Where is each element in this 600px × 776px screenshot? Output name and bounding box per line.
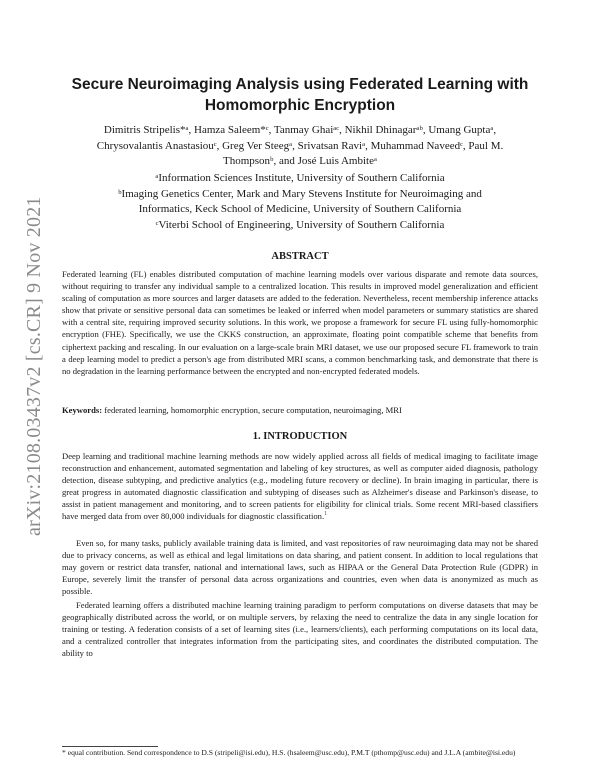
intro-paragraph-3: Federated learning offers a distributed machine learning training paradigm to perform computations on diverse datasets that may be geographically distributed across the world, or on multiple servers, by relaxing the need to centralize the data in any single location for training or testing. A federation consists of a set of learning sites (i.e., learners/clients), each performing computations on its local data, and a centralized controller that integrates information from the participating sites, and coordinates the distributed computation. The ability to — [62, 600, 538, 659]
citation-ref[interactable]: 1 — [324, 511, 328, 518]
affiliation-a: ᵃInformation Sciences Institute, University of Southern California — [155, 172, 445, 184]
keywords-text: federated learning, homomorphic encryption, secure computation, neuroimaging, MRI — [104, 405, 402, 415]
title-line-2: Homomorphic Encryption — [204, 97, 396, 114]
affiliation-b-line-2: Informatics, Keck School of Medicine, University of Southern California — [138, 203, 462, 215]
abstract-heading: ABSTRACT — [271, 251, 329, 262]
intro-paragraph-1 — [62, 450, 538, 523]
affiliation-b-line-1: ᵇImaging Genetics Center, Mark and Mary Stevens Institute for Neuroimaging and — [118, 187, 482, 200]
paper-title — [62, 74, 538, 116]
title-line-1: Secure Neuroimaging Analysis using Federated Learning with — [71, 76, 529, 93]
arxiv-sidebar-stamp: arXiv:2108.03437v2 [cs.CR] 9 Nov 2021 — [23, 196, 45, 536]
affiliation-c: ᶜViterbi School of Engineering, University of Southern California — [155, 218, 445, 231]
authors-line-3: Thompsonᵇ, and José Luis Ambiteᵃ — [223, 155, 377, 167]
intro-paragraph-2: Even so, for many tasks, publicly available training data is limited, and vast repositories of raw neuroimaging data may not be shared due to privacy concerns, as well as ethical and legal limitations on data sharing, and patient consent. In addition to local regulations that may govern or restrict data transfer, national and international laws, such as HIPAA or the General Data Protection Rule (GDPR) in Europe, severely limit the transfer of personal data across organizations and countries, even when data is anonymized as much as possible. — [62, 538, 538, 597]
abstract-body: Federated learning (FL) enables distributed computation of machine learning models over various disparate and remote data sources, without requiring to transfer any individual sample to a centralized location. This results in improved model generalization and efficient scaling of computation as more sources and larger datasets are added to the federation. Nevertheless, recent membership inference attacks show that private or sensitive personal data can sometimes be leaked or inferred when model parameters or summary statistics are shared with a central site, requiring improved security solutions. In this work, we propose a framework for secure FL using fully-homomorphic encryption (FHE). Specifically, we use the CKKS construction, an approximate, floating point compatible scheme that benefits from ciphertext packing and rescaling. In our evaluation on a large-scale brain MRI dataset, we use our proposed secure FL framework to train a deep learning model to predict a person's age from distributed MRI scans, a common benchmarking task, and demonstrate that there is no degradation in the learning performance between the encrypted and non-encrypted federated models. — [62, 269, 538, 376]
footnote: * equal contribution. Send correspondence to D.S (stripeli@isi.edu), H.S. (hsaleem@usc.edu), P.M.T (pthomp@usc.edu) and J.L.A (ambite@isi.edu) — [62, 748, 516, 757]
author-list — [62, 123, 538, 170]
affiliations — [62, 171, 538, 233]
keywords-label: Keywords: — [62, 405, 103, 415]
intro-paragraph-1-text: Deep learning and traditional machine learning methods are now widely applied across all fields of medical imaging to facilitate image reconstruction and enhancement, automated segmentation and labeling of key structures, as well as computer aided diagnosis, pathology detection, disease subtyping, and predictive analytics (e.g., modeling future recovery or decline). In brain imaging in particular, there is great progress in automated diagnostic classification and subtyping of diseases such as Alzheimer's disease and Parkinson's disease, to assist in patient management and monitoring, and to screen patients for eligibility for clinical trials. Some recent MRI-based classifiers have merged data from over 80,000 individuals for diagnostic classification. — [62, 451, 538, 522]
introduction-heading: 1. INTRODUCTION — [252, 431, 348, 442]
footnote-rule — [62, 746, 158, 747]
authors-line-1: Dimitris Stripelis*ᵃ, Hamza Saleem*ᶜ, Tanmay Ghaiᵃᶜ, Nikhil Dhinagarᵃᵇ, Umang Guptaᵃ, — [103, 124, 497, 136]
keywords — [62, 404, 538, 416]
authors-line-2: Chrysovalantis Anastasiouᶜ, Greg Ver Steegᵃ, Srivatsan Raviᵃ, Muhammad Naveedᶜ, Paul M. — [96, 139, 504, 152]
